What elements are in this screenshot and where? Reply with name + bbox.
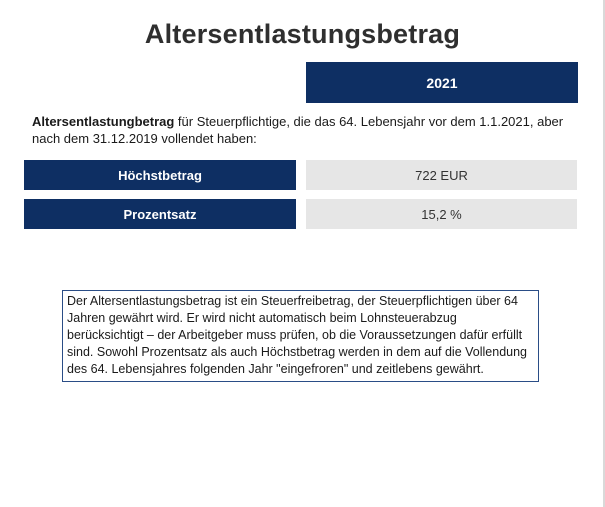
row-value-prozentsatz: 15,2 % <box>306 199 577 229</box>
intro-bold-term: Altersentlastungbetrag <box>32 114 175 129</box>
table-row-prozentsatz <box>24 199 577 229</box>
intro-text <box>32 113 582 147</box>
page-title: Altersentlastungsbetrag <box>144 19 461 49</box>
row-label-hoechstbetrag: Höchstbetrag <box>24 160 296 190</box>
intro-rest: für Steuerpflichtige, die das 64. Lebensjahr vor dem 1.1.2021, aber nach dem 31.12.2019 vollendet haben: <box>32 114 564 146</box>
table-row-hoechstbetrag <box>24 160 577 190</box>
year-column-header: 2021 <box>306 62 578 103</box>
info-note-box: Der Altersentlastungsbetrag ist ein Steuerfreibetrag, der Steuerpflichtigen über 64 Jahren gewährt wird. Er wird nicht automatisch beim Lohnsteuerabzug berücksichtigt – der Arbeitgeber muss prüfen, ob die Voraussetzungen dafür erfüllt sind. Sowohl Prozentsatz als auch Höchstbetrag werden in dem auf die Vollendung des 64. Lebensjahres folgenden Jahr "eingefroren" und zeitlebens gewährt. <box>62 290 539 382</box>
row-value-hoechstbetrag: 722 EUR <box>306 160 577 190</box>
row-label-prozentsatz: Prozentsatz <box>24 199 296 229</box>
